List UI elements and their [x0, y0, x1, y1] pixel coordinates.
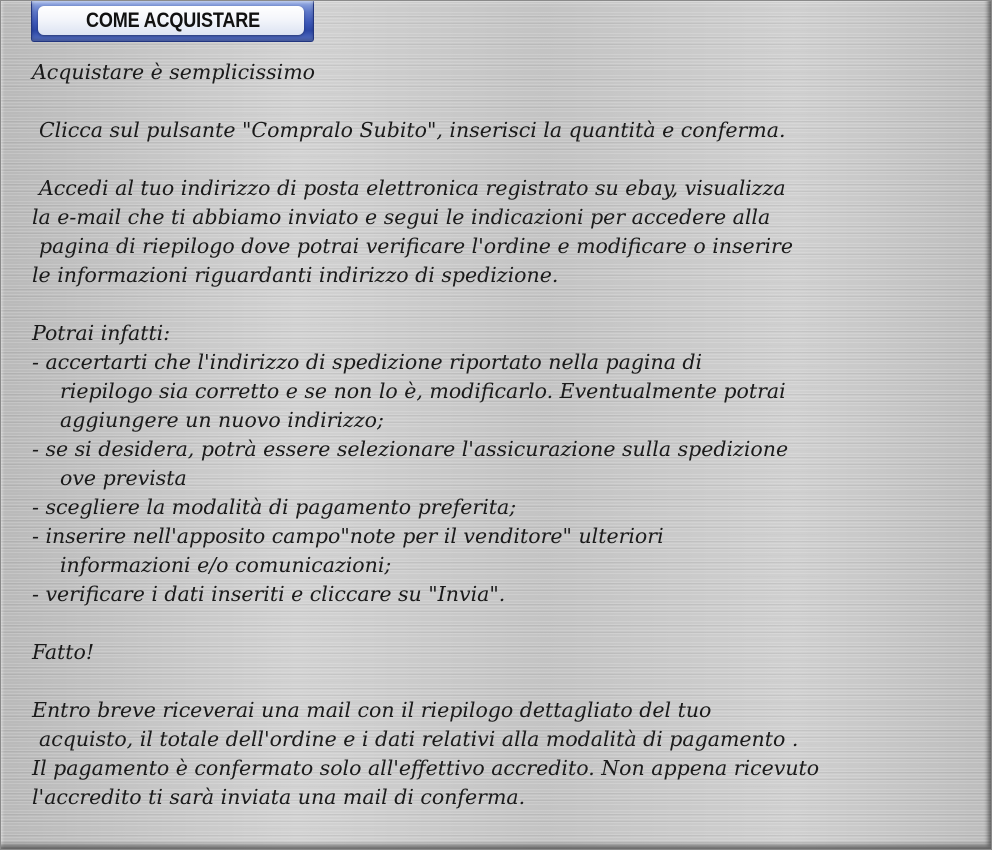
step-email-line: la e-mail che ti abbiamo inviato e segui le indicazioni per accedere alla: [32, 205, 771, 229]
closing-line: Il pagamento è confermato solo all'effettivo accredito. Non appena ricevuto: [32, 756, 820, 780]
step-email-line: pagina di riepilogo dove potrai verificare l'ordine e modificare o inserire: [39, 234, 793, 258]
page-title: COME ACQUISTARE: [86, 9, 261, 32]
option-line: - se si desidera, potrà essere selezionare l'assicurazione sulla spedizione: [32, 437, 789, 461]
option-line: riepilogo sia corretto e se non lo è, modificarlo. Eventualmente potrai: [60, 379, 786, 403]
title-tab: [31, 0, 314, 42]
option-line: - verificare i dati inseriti e cliccare su "Invia".: [32, 582, 506, 606]
closing-line: acquisto, il totale dell'ordine e i dati relativi alla modalità di pagamento .: [39, 727, 799, 751]
option-line: - scegliere la modalità di pagamento preferita;: [32, 495, 517, 519]
step-email-line: Accedi al tuo indirizzo di posta elettronica registrato su ebay, visualizza: [39, 176, 786, 200]
option-line: - inserire nell'apposito campo"note per il venditore" ulteriori: [32, 524, 664, 548]
options-heading: Potrai infatti:: [32, 321, 171, 345]
closing-line: l'accredito ti sarà inviata una mail di conferma.: [32, 785, 526, 809]
closing-line: Entro breve riceverai una mail con il riepilogo dettagliato del tuo: [32, 698, 712, 722]
option-line: aggiungere un nuovo indirizzo;: [60, 408, 384, 432]
step-email-line: le informazioni riguardanti indirizzo di spedizione.: [32, 263, 559, 287]
title-plate: [38, 6, 304, 35]
option-line: informazioni e/o comunicazioni;: [60, 553, 392, 577]
done-line: Fatto!: [32, 640, 95, 664]
option-line: ove prevista: [60, 466, 187, 490]
step-compra-line: Clicca sul pulsante "Compralo Subito", inserisci la quantità e conferma.: [39, 118, 786, 142]
intro-line: Acquistare è semplicissimo: [32, 60, 315, 84]
option-line: - accertarti che l'indirizzo di spedizione riportato nella pagina di: [32, 350, 703, 374]
instructions-body: [32, 58, 982, 812]
